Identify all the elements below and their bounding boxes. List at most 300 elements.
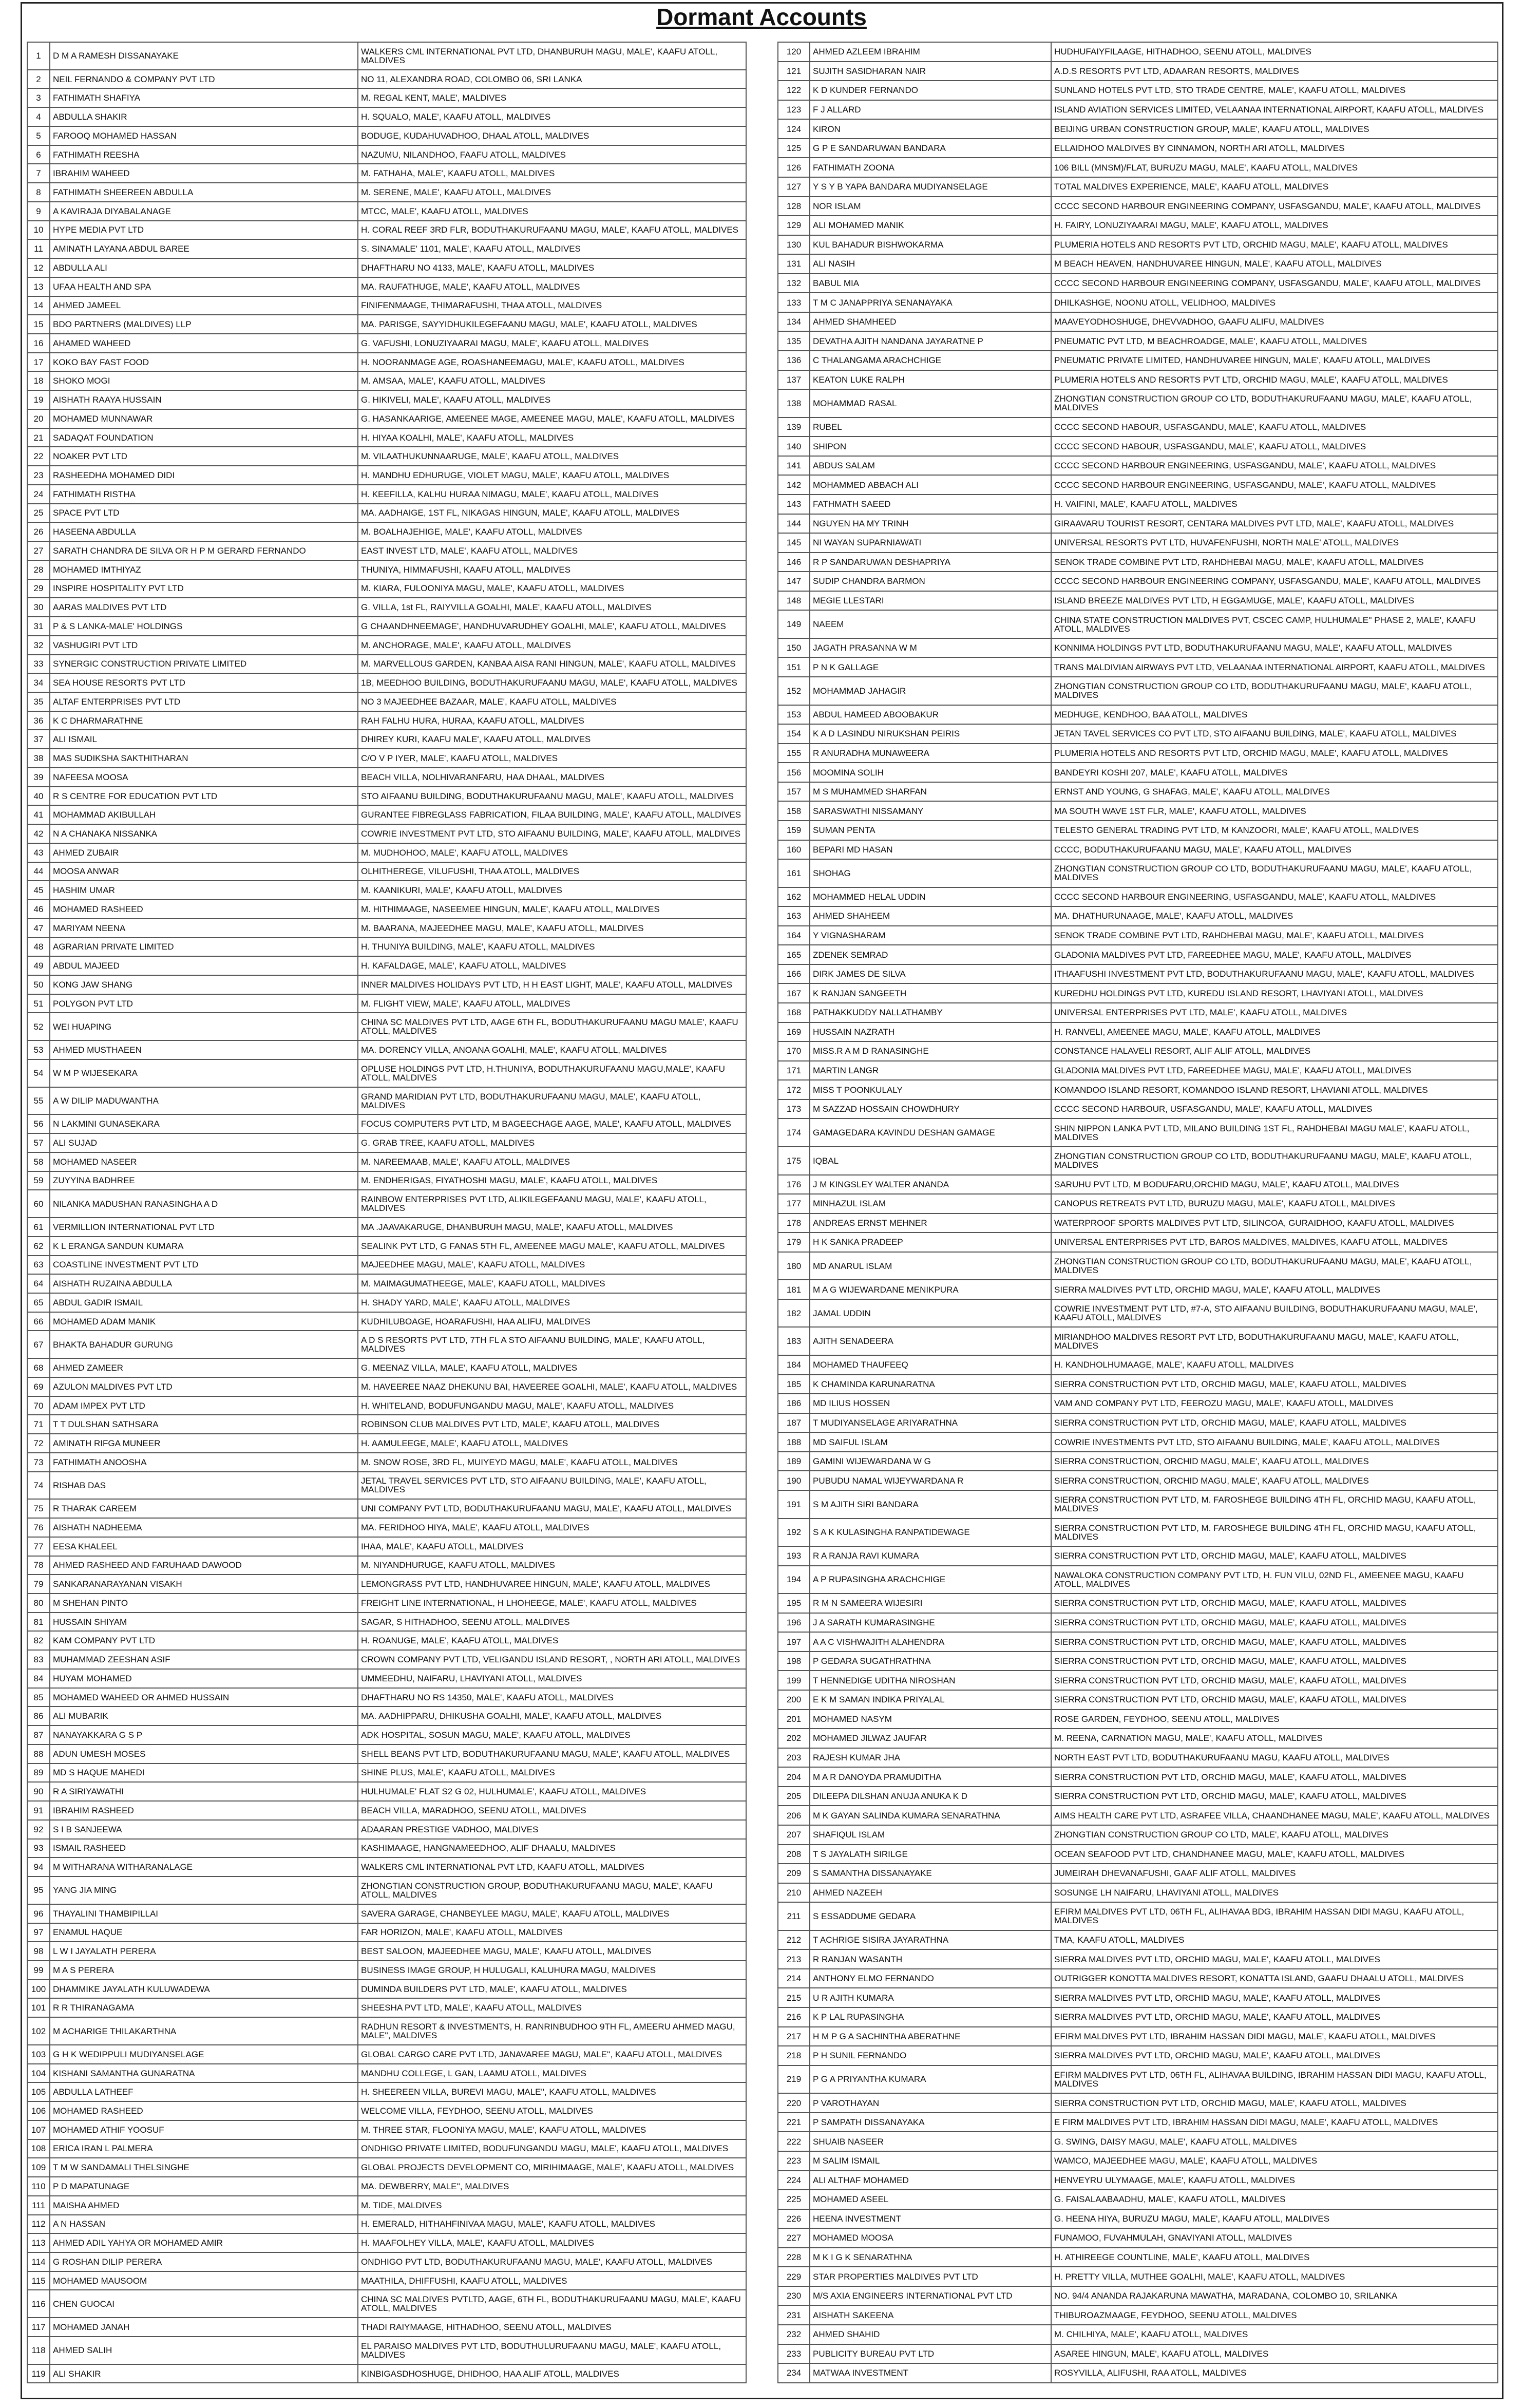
row-number: 84 bbox=[27, 1669, 50, 1688]
row-number: 56 bbox=[27, 1114, 50, 1133]
row-number: 179 bbox=[778, 1233, 810, 1252]
account-address: NO. 94/4 ANANDA RAJAKARUNA MAWATHA, MARADANA, COLOMBO 10, SRILANKA bbox=[1051, 2286, 1498, 2306]
account-name: AHMED SHAMHEED bbox=[810, 312, 1051, 332]
account-name: ABDULLA SHAKIR bbox=[50, 107, 358, 126]
account-address: FUNAMOO, FUVAHMULAH, GNAVIYANI ATOLL, MALDIVES bbox=[1051, 2228, 1498, 2248]
table-row bbox=[27, 636, 746, 655]
table-row bbox=[778, 1394, 1498, 1413]
account-address: COWRIE INVESTMENT PVT LTD, STO AIFAANU BUILDING, MALE', KAAFU ATOLL, MALDIVES bbox=[358, 824, 746, 843]
account-name: T ACHRIGE SISIRA JAYARATHNA bbox=[810, 1930, 1051, 1950]
table-row bbox=[27, 126, 746, 145]
account-address: ROSE GARDEN, FEYDHOO, SEENU ATOLL, MALDIVES bbox=[1051, 1710, 1498, 1729]
row-number: 161 bbox=[778, 859, 810, 887]
table-row bbox=[27, 1650, 746, 1669]
account-name: MOHAMED WAHEED OR AHMED HUSSAIN bbox=[50, 1688, 358, 1707]
account-address: G. SWING, DAISY MAGU, MALE', KAAFU ATOLL, MALDIVES bbox=[1051, 2132, 1498, 2151]
account-name: INSPIRE HOSPITALITY PVT LTD bbox=[50, 579, 358, 598]
account-address: M. VILAATHUKUNNAARUGE, MALE', KAAFU ATOLL, MALDIVES bbox=[358, 447, 746, 466]
row-number: 129 bbox=[778, 216, 810, 235]
account-name: ZDENEK SEMRAD bbox=[810, 945, 1051, 964]
table-row bbox=[778, 840, 1498, 860]
account-address: SHELL BEANS PVT LTD, BODUTHAKURUFAANU MAGU, MALE', KAAFU ATOLL, MALDIVES bbox=[358, 1745, 746, 1764]
row-number: 57 bbox=[27, 1133, 50, 1152]
row-number: 164 bbox=[778, 926, 810, 945]
table-row bbox=[27, 1293, 746, 1312]
row-number: 2 bbox=[27, 70, 50, 89]
account-name: HUSSAIN SHIYAM bbox=[50, 1613, 358, 1632]
table-row bbox=[27, 409, 746, 428]
row-number: 171 bbox=[778, 1061, 810, 1080]
row-number: 106 bbox=[27, 2101, 50, 2120]
row-number: 32 bbox=[27, 636, 50, 655]
row-number: 45 bbox=[27, 881, 50, 900]
account-name: MAISHA AHMED bbox=[50, 2196, 358, 2215]
account-address: TMA, KAAFU ATOLL, MALDIVES bbox=[1051, 1930, 1498, 1950]
table-row bbox=[778, 724, 1498, 744]
row-number: 12 bbox=[27, 258, 50, 277]
account-name: D M A RAMESH DISSANAYAKE bbox=[50, 42, 358, 70]
row-number: 13 bbox=[27, 277, 50, 296]
account-address: C/O V P IYER, MALE', KAAFU ATOLL, MALDIVES bbox=[358, 749, 746, 768]
row-number: 107 bbox=[27, 2120, 50, 2139]
row-number: 192 bbox=[778, 1519, 810, 1547]
table-row bbox=[27, 428, 746, 447]
row-number: 93 bbox=[27, 1839, 50, 1858]
account-address: M. FATHAHA, MALE', KAAFU ATOLL, MALDIVES bbox=[358, 164, 746, 183]
account-address: CCCC SECOND HABOUR, USFASGANDU, MALE', KAAFU ATOLL, MALDIVES bbox=[1051, 437, 1498, 456]
account-name: MOHAMED RASHEED bbox=[50, 900, 358, 919]
account-name: KEATON LUKE RALPH bbox=[810, 370, 1051, 390]
account-address: SIERRA CONSTRUCTION PVT LTD, ORCHID MAGU, MALE', KAAFU ATOLL, MALDIVES bbox=[1051, 1652, 1498, 1671]
account-name: AMINATH LAYANA ABDUL BAREE bbox=[50, 239, 358, 258]
account-name: SARASWATHI NISSAMANY bbox=[810, 801, 1051, 821]
row-number: 180 bbox=[778, 1252, 810, 1280]
table-row bbox=[27, 711, 746, 730]
row-number: 193 bbox=[778, 1546, 810, 1566]
table-row bbox=[27, 2082, 746, 2101]
table-row bbox=[778, 1355, 1498, 1375]
account-name: UFAA HEALTH AND SPA bbox=[50, 277, 358, 296]
row-number: 48 bbox=[27, 938, 50, 957]
account-name: BEPARI MD HASAN bbox=[810, 840, 1051, 860]
row-number: 130 bbox=[778, 235, 810, 255]
account-name: MD ANARUL ISLAM bbox=[810, 1252, 1051, 1280]
account-name: KUL BAHADUR BISHWOKARMA bbox=[810, 235, 1051, 255]
account-name: P H SUNIL FERNANDO bbox=[810, 2046, 1051, 2065]
table-row bbox=[778, 2093, 1498, 2113]
row-number: 167 bbox=[778, 983, 810, 1003]
account-name: G H K WEDIPPULI MUDIYANSELAGE bbox=[50, 2045, 358, 2064]
account-name: MOHAMED ASEEL bbox=[810, 2190, 1051, 2209]
account-name: G P E SANDARUWAN BANDARA bbox=[810, 139, 1051, 158]
row-number: 25 bbox=[27, 504, 50, 523]
row-number: 202 bbox=[778, 1729, 810, 1748]
account-name: J M KINGSLEY WALTER ANANDA bbox=[810, 1175, 1051, 1194]
table-row bbox=[27, 2139, 746, 2158]
account-address: THUNIYA, HIMMAFUSHI, KAAFU ATOLL, MALDIVES bbox=[358, 560, 746, 579]
row-number: 69 bbox=[27, 1377, 50, 1396]
account-name: SANKARANARAYANAN VISAKH bbox=[50, 1575, 358, 1594]
table-row bbox=[27, 730, 746, 749]
dormant-accounts-table-right bbox=[777, 42, 1498, 2383]
account-name: MOHAMED THAUFEEQ bbox=[810, 1355, 1051, 1375]
table-row bbox=[778, 1613, 1498, 1633]
account-name: ZUYYINA BADHREE bbox=[50, 1171, 358, 1190]
account-address: MA SOUTH WAVE 1ST FLR, MALE', KAAFU ATOLL, MALDIVES bbox=[1051, 801, 1498, 821]
table-row bbox=[27, 862, 746, 881]
row-number: 41 bbox=[27, 805, 50, 824]
row-number: 50 bbox=[27, 975, 50, 994]
account-address: SIERRA MALDIVES PVT LTD, ORCHID MAGU, MALE', KAAFU ATOLL, MALDIVES bbox=[1051, 2046, 1498, 2065]
account-address: M. REGAL KENT, MALE', MALDIVES bbox=[358, 88, 746, 107]
account-name: M A G WIJEWARDANE MENIKPURA bbox=[810, 1280, 1051, 1299]
table-row bbox=[27, 692, 746, 711]
row-number: 95 bbox=[27, 1876, 50, 1904]
account-name: H M P G A SACHINTHA ABERATHNE bbox=[810, 2027, 1051, 2046]
account-name: KISHANI SAMANTHA GUNARATNA bbox=[50, 2064, 358, 2083]
account-address: M. MUDHOHOO, MALE', KAAFU ATOLL, MALDIVES bbox=[358, 843, 746, 862]
account-address: M. HITHIMAAGE, NASEEMEE HINGUN, MALE', KAAFU ATOLL, MALDIVES bbox=[358, 900, 746, 919]
account-name: AISHATH SAKEENA bbox=[810, 2305, 1051, 2325]
row-number: 77 bbox=[27, 1537, 50, 1556]
row-number: 170 bbox=[778, 1041, 810, 1061]
table-row bbox=[27, 258, 746, 277]
table-row bbox=[27, 994, 746, 1013]
account-address: E FIRM MALDIVES PVT LTD, IBRAHIM HASSAN DIDI MAGU, MALE', KAAFU ATOLL, MALDIVES bbox=[1051, 2113, 1498, 2132]
account-name: P SAMPATH DISSANAYAKA bbox=[810, 2113, 1051, 2132]
row-number: 17 bbox=[27, 353, 50, 372]
row-number: 200 bbox=[778, 1690, 810, 1710]
account-name: ALI NASIH bbox=[810, 254, 1051, 274]
account-name: VASHUGIRI PVT LTD bbox=[50, 636, 358, 655]
account-name: AISHATH RAAYA HUSSAIN bbox=[50, 390, 358, 409]
row-number: 172 bbox=[778, 1080, 810, 1099]
table-row bbox=[778, 1883, 1498, 1903]
account-address: H. ROANUGE, MALE', KAAFU ATOLL, MALDIVES bbox=[358, 1631, 746, 1650]
account-address: MTCC, MALE', KAAFU ATOLL, MALDIVES bbox=[358, 202, 746, 221]
account-name: HUSSAIN NAZRATH bbox=[810, 1022, 1051, 1042]
row-number: 19 bbox=[27, 390, 50, 409]
row-number: 52 bbox=[27, 1013, 50, 1040]
table-row bbox=[778, 533, 1498, 553]
row-number: 214 bbox=[778, 1969, 810, 1988]
account-address: H. THUNIYA BUILDING, MALE', KAAFU ATOLL, MALDIVES bbox=[358, 938, 746, 957]
account-address: SIERRA CONSTRUCTION, ORCHID MAGU, MALE', KAAFU ATOLL, MALDIVES bbox=[1051, 1471, 1498, 1490]
account-name: FATHIMATH SHAFIYA bbox=[50, 88, 358, 107]
account-address: 106 BILL (MNSM)/FLAT, BURUZU MAGU, MALE', KAAFU ATOLL, MALDIVES bbox=[1051, 158, 1498, 177]
table-row bbox=[27, 88, 746, 107]
row-number: 153 bbox=[778, 705, 810, 725]
account-name: ABDUL MAJEED bbox=[50, 956, 358, 975]
row-number: 101 bbox=[27, 1998, 50, 2017]
table-row bbox=[778, 1280, 1498, 1299]
table-row bbox=[27, 1114, 746, 1133]
table-row bbox=[27, 107, 746, 126]
row-number: 135 bbox=[778, 331, 810, 351]
table-row bbox=[778, 1099, 1498, 1119]
account-name: NAFEESA MOOSA bbox=[50, 768, 358, 787]
account-name: ALI SUJAD bbox=[50, 1133, 358, 1152]
row-number: 38 bbox=[27, 749, 50, 768]
row-number: 196 bbox=[778, 1613, 810, 1633]
row-number: 184 bbox=[778, 1355, 810, 1375]
account-name: MOHAMED NASYM bbox=[810, 1710, 1051, 1729]
account-name: K RANJAN SANGEETH bbox=[810, 983, 1051, 1003]
account-address: AIMS HEALTH CARE PVT LTD, ASRAFEE VILLA, CHAANDHANEE MAGU, MALE', KAAFU ATOLL, MALDIVES bbox=[1051, 1806, 1498, 1825]
account-name: MOHAMED MOOSA bbox=[810, 2228, 1051, 2248]
account-name: AHMED ADIL YAHYA OR MOHAMED AMIR bbox=[50, 2233, 358, 2252]
account-name: DIRK JAMES DE SILVA bbox=[810, 964, 1051, 984]
account-name: A P RUPASINGHA ARACHCHIGE bbox=[810, 1566, 1051, 1594]
account-address: COWRIE INVESTMENT PVT LTD, #7-A, STO AIFAANU BUILDING, BODUTHAKURUFAANU MAGU, MALE', KAAFU ATOLL, MALDIVES bbox=[1051, 1299, 1498, 1328]
row-number: 183 bbox=[778, 1327, 810, 1355]
account-name: G ROSHAN DILIP PERERA bbox=[50, 2252, 358, 2271]
account-address: CCCC SECOND HARBOUR, USFASGANDU, MALE', KAAFU ATOLL, MALDIVES bbox=[1051, 1099, 1498, 1119]
row-number: 51 bbox=[27, 994, 50, 1013]
account-address: SIERRA CONSTRUCTION PVT LTD, ORCHID MAGU, MALE', KAAFU ATOLL, MALDIVES bbox=[1051, 1787, 1498, 1806]
account-address: SIERRA MALDIVES PVT LTD, ORCHID MAGU, MALE', KAAFU ATOLL, MALDIVES bbox=[1051, 1280, 1498, 1299]
account-name: S SAMANTHA DISSANAYAKE bbox=[810, 1864, 1051, 1883]
row-number: 137 bbox=[778, 370, 810, 390]
account-name: DHAMMIKE JAYALATH KULUWADEWA bbox=[50, 1980, 358, 1999]
row-number: 33 bbox=[27, 655, 50, 674]
account-name: MOHAMMED HELAL UDDIN bbox=[810, 887, 1051, 907]
table-row bbox=[778, 782, 1498, 802]
account-name: AHMED NAZEEH bbox=[810, 1883, 1051, 1903]
row-number: 150 bbox=[778, 638, 810, 658]
account-address: UMMEEDHU, NAIFARU, LHAVIYANI ATOLL, MALDIVES bbox=[358, 1669, 746, 1688]
row-number: 5 bbox=[27, 126, 50, 145]
account-address: BEIJING URBAN CONSTRUCTION GROUP, MALE', KAAFU ATOLL, MALDIVES bbox=[1051, 119, 1498, 139]
account-address: M. NAREEMAAB, MALE', KAAFU ATOLL, MALDIVES bbox=[358, 1152, 746, 1171]
account-address: PLUMERIA HOTELS AND RESORTS PVT LTD, ORCHID MAGU, MALE', KAAFU ATOLL, MALDIVES bbox=[1051, 370, 1498, 390]
account-name: FAROOQ MOHAMED HASSAN bbox=[50, 126, 358, 145]
row-number: 110 bbox=[27, 2177, 50, 2196]
table-row bbox=[27, 202, 746, 221]
account-name: T M C JANAPPRIYA SENANAYAKA bbox=[810, 293, 1051, 312]
table-row bbox=[27, 1274, 746, 1293]
account-name: ABDULLA ALI bbox=[50, 258, 358, 277]
table-row bbox=[778, 2363, 1498, 2383]
table-row bbox=[778, 2209, 1498, 2229]
table-row bbox=[778, 821, 1498, 840]
row-number: 177 bbox=[778, 1194, 810, 1214]
row-number: 220 bbox=[778, 2093, 810, 2113]
account-address: GLOBAL PROJECTS DEVELOPMENT CO, MIRIHIMAAGE, MALE', KAAFU ATOLL, MALDIVES bbox=[358, 2158, 746, 2177]
account-address: M. SERENE, MALE', KAAFU ATOLL, MALDIVES bbox=[358, 183, 746, 202]
account-name: MOHAMED JANAH bbox=[50, 2318, 358, 2337]
table-row bbox=[27, 1171, 746, 1190]
account-address: DUMINDA BUILDERS PVT LTD, MALE', KAAFU ATOLL, MALDIVES bbox=[358, 1980, 746, 1999]
account-address: ZHONGTIAN CONSTRUCTION GROUP CO LTD, BODUTHAKURUFAANU MAGU, MALE', KAAFU ATOLL, MALDIVES bbox=[1051, 389, 1498, 418]
table-row bbox=[27, 447, 746, 466]
table-row bbox=[27, 1980, 746, 1999]
account-name: ENAMUL HAQUE bbox=[50, 1923, 358, 1942]
account-address: SHIN NIPPON LANKA PVT LTD, MILANO BUILDING 1ST FL, RAHDHEBAI MAGU MALE', KAAFU ATOLL, MALDIVES bbox=[1051, 1118, 1498, 1147]
row-number: 10 bbox=[27, 221, 50, 240]
account-name: MOHAMED ADAM MANIK bbox=[50, 1312, 358, 1331]
table-row bbox=[27, 1040, 746, 1059]
account-address: SENOK TRADE COMBINE PVT LTD, RAHDHEBAI MAGU, MALE', KAAFU ATOLL, MALDIVES bbox=[1051, 553, 1498, 572]
account-name: P N K GALLAGE bbox=[810, 657, 1051, 677]
account-name: M SHEHAN PINTO bbox=[50, 1594, 358, 1613]
row-number: 14 bbox=[27, 296, 50, 315]
table-row bbox=[27, 1782, 746, 1801]
account-address: PNEUMATIC PVT LTD, M BEACHROADGE, MALE', KAAFU ATOLL, MALDIVES bbox=[1051, 331, 1498, 351]
account-name: H K SANKA PRADEEP bbox=[810, 1233, 1051, 1252]
table-row bbox=[778, 2007, 1498, 2027]
account-name: MOHAMMAD RASAL bbox=[810, 389, 1051, 418]
row-number: 123 bbox=[778, 100, 810, 120]
account-name: NOAKER PVT LTD bbox=[50, 447, 358, 466]
account-name: T MUDIYANSELAGE ARIYARATHNA bbox=[810, 1413, 1051, 1433]
account-address: BEACH VILLA, MARADHOO, SEENU ATOLL, MALDIVES bbox=[358, 1801, 746, 1820]
table-row bbox=[778, 418, 1498, 437]
account-name: BDO PARTNERS (MALDIVES) LLP bbox=[50, 315, 358, 334]
table-row bbox=[778, 1632, 1498, 1652]
account-name: MAS SUDIKSHA SAKTHITHARAN bbox=[50, 749, 358, 768]
account-address: H. MAAFOLHEY VILLA, MALE', KAAFU ATOLL, MALDIVES bbox=[358, 2233, 746, 2252]
account-name: AZULON MALDIVES PVT LTD bbox=[50, 1377, 358, 1396]
account-address: UNI COMPANY PVT LTD, BODUTHAKURUFAANU MAGU, MALE', KAAFU ATOLL, MALDIVES bbox=[358, 1499, 746, 1518]
table-row bbox=[27, 1152, 746, 1171]
row-number: 142 bbox=[778, 475, 810, 495]
row-number: 175 bbox=[778, 1147, 810, 1175]
table-row bbox=[27, 975, 746, 994]
row-number: 229 bbox=[778, 2267, 810, 2286]
row-number: 188 bbox=[778, 1432, 810, 1452]
account-address: PLUMERIA HOTELS AND RESORTS PVT LTD, ORCHID MAGU, MALE', KAAFU ATOLL, MALDIVES bbox=[1051, 744, 1498, 763]
account-address: A D S RESORTS PVT LTD, 7TH FL A STO AIFAANU BUILDING, MALE', KAAFU ATOLL, MALDIVES bbox=[358, 1331, 746, 1358]
account-address: MA. DHATHURUNAAGE, MALE', KAAFU ATOLL, MALDIVES bbox=[1051, 906, 1498, 926]
row-number: 126 bbox=[778, 158, 810, 177]
table-row bbox=[27, 353, 746, 372]
row-number: 46 bbox=[27, 900, 50, 919]
account-address: FAR HORIZON, MALE', KAAFU ATOLL, MALDIVES bbox=[358, 1923, 746, 1942]
row-number: 85 bbox=[27, 1688, 50, 1707]
account-address: ONDHIGO PRIVATE LIMITED, BODUFUNGANDU MAGU, MALE', KAAFU ATOLL, MALDIVES bbox=[358, 2139, 746, 2158]
table-row bbox=[778, 2248, 1498, 2267]
row-number: 165 bbox=[778, 945, 810, 964]
account-name: SHOKO MOGI bbox=[50, 371, 358, 390]
row-number: 127 bbox=[778, 177, 810, 197]
account-name: MISS.R A M D RANASINGHE bbox=[810, 1041, 1051, 1061]
account-address: SIERRA CONSTRUCTION PVT LTD, ORCHID MAGU, MALE', KAAFU ATOLL, MALDIVES bbox=[1051, 1767, 1498, 1787]
account-address: EFIRM MALDIVES PVT LTD, 06TH FL, ALIHAVAA BUILDING, IBRAHIM HASSAN DIDI MAGU, KAAFU ATOLL, MALDIVES bbox=[1051, 2065, 1498, 2094]
table-row bbox=[778, 1413, 1498, 1433]
table-row bbox=[778, 475, 1498, 495]
row-number: 23 bbox=[27, 466, 50, 485]
account-address: CCCC SECOND HABOUR, USFASGANDU, MALE', KAAFU ATOLL, MALDIVES bbox=[1051, 418, 1498, 437]
row-number: 82 bbox=[27, 1631, 50, 1650]
row-number: 61 bbox=[27, 1218, 50, 1237]
account-address: G CHAANDHNEEMAGE', HANDHUVARUDHEY GOALHI, MALE', KAAFU ATOLL, MALDIVES bbox=[358, 617, 746, 636]
account-address: SIERRA MALDIVES PVT LTD, ORCHID MAGU, MALE', KAAFU ATOLL, MALDIVES bbox=[1051, 1988, 1498, 2007]
table-row bbox=[778, 591, 1498, 611]
row-number: 159 bbox=[778, 821, 810, 840]
account-address: H. FAIRY, LONUZIYAARAI MAGU, MALE', KAAFU ATOLL, MALDIVES bbox=[1051, 216, 1498, 235]
account-name: S M AJITH SIRI BANDARA bbox=[810, 1490, 1051, 1519]
table-row bbox=[778, 926, 1498, 945]
account-address: GRAND MARIDIAN PVT LTD, BODUTHAKURUFAANU MAGU, MALE', KAAFU ATOLL, MALDIVES bbox=[358, 1087, 746, 1115]
account-name: YANG JIA MING bbox=[50, 1876, 358, 1904]
account-address: BUSINESS IMAGE GROUP, H HULUGALI, KALUHURA MAGU, MALDIVES bbox=[358, 1961, 746, 1980]
table-row bbox=[27, 2290, 746, 2318]
account-address: STO AIFAANU BUILDING, BODUTHAKURUFAANU MAGU, MALE', KAAFU ATOLL, MALDIVES bbox=[358, 787, 746, 806]
account-name: MOHAMED IMTHIYAZ bbox=[50, 560, 358, 579]
row-number: 18 bbox=[27, 371, 50, 390]
row-number: 39 bbox=[27, 768, 50, 787]
table-row bbox=[27, 1358, 746, 1377]
account-name: SHAFIQUL ISLAM bbox=[810, 1825, 1051, 1845]
table-row bbox=[778, 2286, 1498, 2306]
account-address: H. EMERALD, HITHAHFINIVAA MAGU, MALE', KAAFU ATOLL, MALDIVES bbox=[358, 2215, 746, 2234]
account-address: CCCC SECOND HARBOUR ENGINEERING COMPANY, USFASGANDU, MALE', KAAFU ATOLL, MALDIVES bbox=[1051, 572, 1498, 591]
row-number: 226 bbox=[778, 2209, 810, 2229]
row-number: 141 bbox=[778, 456, 810, 476]
account-address: KASHIMAAGE, HANGNAMEEDHOO, ALIF DHAALU, MALDIVES bbox=[358, 1839, 746, 1858]
account-name: AHMED ZUBAIR bbox=[50, 843, 358, 862]
row-number: 124 bbox=[778, 119, 810, 139]
account-address: H. ATHIREEGE COUNTLINE, MALE', KAAFU ATOLL, MALDIVES bbox=[1051, 2248, 1498, 2267]
account-address: M. KIARA, FULOONIYA MAGU, MALE', KAAFU ATOLL, MALDIVES bbox=[358, 579, 746, 598]
account-address: GIRAAVARU TOURIST RESORT, CENTARA MALDIVES PVT LTD, MALE', KAAFU ATOLL, MALDIVES bbox=[1051, 514, 1498, 534]
account-name: NEIL FERNANDO & COMPANY PVT LTD bbox=[50, 70, 358, 89]
account-name: STAR PROPERTIES MALDIVES PVT LTD bbox=[810, 2267, 1051, 2286]
row-number: 98 bbox=[27, 1942, 50, 1961]
account-address: SIERRA CONSTRUCTION PVT LTD, ORCHID MAGU, MALE', KAAFU ATOLL, MALDIVES bbox=[1051, 1690, 1498, 1710]
row-number: 34 bbox=[27, 673, 50, 692]
table-row bbox=[778, 100, 1498, 120]
account-address: G. MEENAZ VILLA, MALE', KAAFU ATOLL, MALDIVES bbox=[358, 1358, 746, 1377]
table-row bbox=[27, 2364, 746, 2383]
row-number: 83 bbox=[27, 1650, 50, 1669]
row-number: 68 bbox=[27, 1358, 50, 1377]
account-address: SIERRA CONSTRUCTION PVT LTD, M. FAROSHEGE BUILDING 4TH FL, ORCHID MAGU, KAAFU ATOLL, MALDIVES bbox=[1051, 1490, 1498, 1519]
table-row bbox=[778, 1902, 1498, 1930]
account-name: SYNERGIC CONSTRUCTION PRIVATE LIMITED bbox=[50, 655, 358, 674]
page-title: Dormant Accounts bbox=[656, 4, 867, 30]
account-address: BANDEYRI KOSHI 207, MALE', KAAFU ATOLL, MALDIVES bbox=[1051, 763, 1498, 782]
table-row bbox=[27, 315, 746, 334]
account-name: IQBAL bbox=[810, 1147, 1051, 1175]
row-number: 59 bbox=[27, 1171, 50, 1190]
account-name: NOR ISLAM bbox=[810, 197, 1051, 216]
account-address: M. ANCHORAGE, MALE', KAAFU ATOLL, MALDIVES bbox=[358, 636, 746, 655]
table-row bbox=[27, 1133, 746, 1152]
account-address: M. NIYANDHURUGE, KAAFU ATOLL, MALDIVES bbox=[358, 1556, 746, 1575]
row-number: 211 bbox=[778, 1902, 810, 1930]
account-name: Y S Y B YAPA BANDARA MUDIYANSELAGE bbox=[810, 177, 1051, 197]
account-name: F J ALLARD bbox=[810, 100, 1051, 120]
account-name: R P SANDARUWAN DESHAPRIYA bbox=[810, 553, 1051, 572]
account-address: G. VILLA, 1st FL, RAIYVILLA GOALHI, MALE', KAAFU ATOLL, MALDIVES bbox=[358, 598, 746, 617]
table-row bbox=[27, 2017, 746, 2045]
account-address: THADI RAIYMAAGE, HITHADHOO, SEENU ATOLL, MALDIVES bbox=[358, 2318, 746, 2337]
account-name: M SALIM ISMAIL bbox=[810, 2151, 1051, 2171]
account-name: A N HASSAN bbox=[50, 2215, 358, 2234]
row-number: 28 bbox=[27, 560, 50, 579]
account-address: DHIREY KURI, KAAFU MALE', KAAFU ATOLL, MALDIVES bbox=[358, 730, 746, 749]
account-address: MAAVEYODHOSHUGE, DHEVVADHOO, GAAFU ALIFU, MALDIVES bbox=[1051, 312, 1498, 332]
account-name: P D MAPATUNAGE bbox=[50, 2177, 358, 2196]
table-row bbox=[778, 1845, 1498, 1864]
account-name: S ESSADDUME GEDARA bbox=[810, 1902, 1051, 1930]
account-name: T S JAYALATH SIRILGE bbox=[810, 1845, 1051, 1864]
table-row bbox=[27, 1839, 746, 1858]
row-number: 79 bbox=[27, 1575, 50, 1594]
account-address: M. THREE STAR, FLOONIYA MAGU, MALE', KAAFU ATOLL, MALDIVES bbox=[358, 2120, 746, 2139]
